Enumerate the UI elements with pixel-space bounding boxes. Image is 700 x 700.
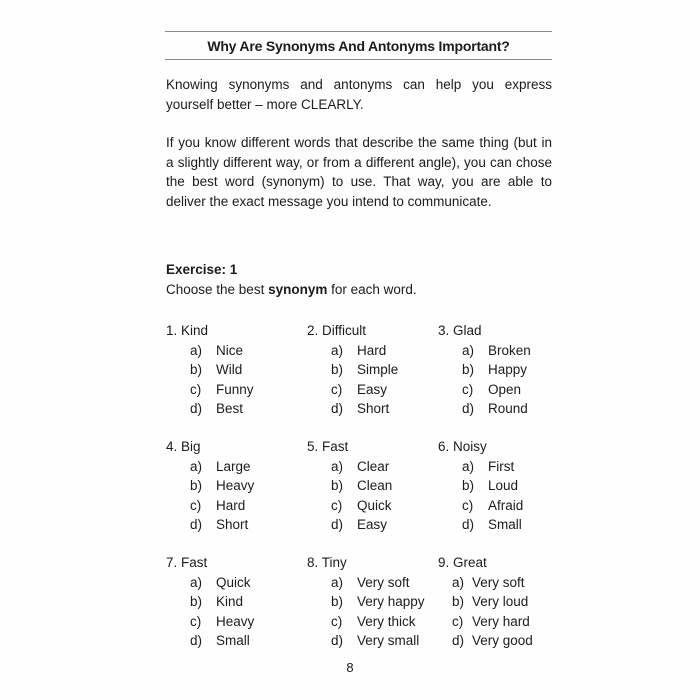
option-word: Broken: [488, 342, 531, 358]
instruction-keyword: synonym: [268, 282, 328, 297]
option-word: Kind: [216, 594, 244, 609]
option: [438, 631, 533, 651]
option: [307, 515, 392, 535]
question-9: [438, 553, 533, 651]
option-letter: c): [462, 381, 474, 397]
option-letter: c): [331, 381, 343, 397]
option-word: Very loud: [472, 594, 529, 609]
option: [438, 399, 531, 419]
option: [166, 573, 254, 593]
option: [307, 573, 425, 593]
option-word: Quick: [216, 574, 251, 590]
option-letter: d): [190, 517, 203, 532]
option-letter: a): [331, 458, 344, 474]
option-word: Small: [216, 633, 250, 648]
option: [438, 515, 523, 535]
option-word: Very small: [357, 633, 420, 648]
option: [166, 515, 254, 535]
option-letter: a): [190, 342, 203, 358]
option-word: Clear: [357, 458, 390, 474]
option-word: Loud: [488, 478, 519, 493]
option-letter: d): [190, 633, 203, 648]
option: [307, 399, 398, 419]
option: [307, 631, 425, 651]
instruction-text-end: for each word.: [327, 282, 417, 297]
question-title: 6. Noisy: [438, 439, 487, 454]
question-4: [166, 437, 254, 535]
question-title: 1. Kind: [166, 323, 209, 338]
option-word: Open: [488, 381, 522, 397]
option: [166, 341, 254, 361]
option: [438, 592, 533, 612]
option: [307, 496, 392, 516]
option-word: Easy: [357, 381, 388, 397]
option: [166, 496, 254, 516]
option: [166, 399, 254, 419]
option-letter: b): [331, 594, 344, 609]
option-word: Hard: [357, 342, 387, 358]
option-word: Short: [216, 517, 249, 532]
option-letter: c): [190, 381, 202, 397]
option: [307, 341, 398, 361]
option: [307, 360, 398, 380]
option-letter: b): [462, 478, 475, 493]
option-letter: a): [190, 574, 203, 590]
option-letter: c): [331, 613, 343, 629]
option-letter: a): [462, 458, 475, 474]
option-letter: b): [190, 362, 203, 377]
option: [307, 592, 425, 612]
question-3: [438, 321, 531, 419]
option-word: Short: [357, 401, 390, 416]
option-word: Hard: [216, 497, 246, 513]
exercise-heading: Exercise: 1: [166, 262, 238, 277]
option: [438, 457, 523, 477]
option-letter: d): [462, 401, 475, 416]
question-1: [166, 321, 254, 419]
option-letter: b): [331, 362, 344, 377]
option: [166, 360, 254, 380]
question-2: [307, 321, 398, 419]
option-word: Very soft: [357, 574, 410, 590]
option-word: Nice: [216, 342, 244, 358]
option: [307, 380, 398, 400]
option: [166, 476, 254, 496]
option-word: First: [488, 458, 515, 474]
option: [307, 612, 425, 632]
option-word: Easy: [357, 517, 388, 532]
question-6: [438, 437, 523, 535]
option-letter: b): [190, 478, 203, 493]
option: [438, 341, 531, 361]
option-letter: b): [462, 362, 475, 377]
option-letter: d): [331, 633, 344, 648]
question-5: [307, 437, 392, 535]
instruction-text-start: Choose the best: [166, 282, 269, 297]
question-8: [307, 553, 425, 651]
option: [307, 476, 392, 496]
question-title: 9. Great: [438, 555, 487, 570]
option-word: Happy: [488, 362, 528, 377]
option-word: Best: [216, 401, 244, 416]
option-letter: c): [331, 497, 343, 513]
option-letter: b): [331, 478, 344, 493]
option-word: Clean: [357, 478, 393, 493]
option-word: Wild: [216, 362, 243, 377]
question-title: 2. Difficult: [307, 323, 367, 338]
explanation-paragraph: If you know different words that describe the same thing (but in a slightly different way, or from a different angle), you can chose the best word (synonym) to use. That way, you are able to deliver the exact message you intend to communicate.: [166, 135, 552, 209]
option-word: Heavy: [216, 478, 255, 493]
option: [438, 360, 531, 380]
option-letter: c): [452, 613, 464, 629]
intro-paragraph: Knowing synonyms and antonyms can help you express yourself better – more CLEARLY.: [166, 77, 552, 112]
question-title: 3. Glad: [438, 323, 482, 338]
option: [166, 631, 254, 651]
question-7: [166, 553, 254, 651]
question-title: 5. Fast: [307, 439, 349, 454]
option-letter: d): [331, 517, 344, 532]
option: [166, 592, 254, 612]
option-word: Funny: [216, 381, 254, 397]
question-title: 8. Tiny: [307, 555, 347, 570]
question-title: 7. Fast: [166, 555, 208, 570]
option-letter: c): [190, 613, 202, 629]
question-title: 4. Big: [166, 439, 201, 454]
option-letter: a): [452, 574, 465, 590]
option-word: Small: [488, 517, 522, 532]
option-word: Simple: [357, 362, 399, 377]
option: [438, 612, 533, 632]
section-heading-bar: [165, 31, 552, 60]
option-word: Afraid: [488, 497, 524, 513]
option-letter: d): [452, 633, 465, 648]
option-letter: a): [190, 458, 203, 474]
option-word: Very hard: [472, 613, 530, 629]
option: [166, 457, 254, 477]
section-heading: Why Are Synonyms And Antonyms Important?: [207, 37, 510, 54]
option: [438, 380, 531, 400]
option-letter: d): [331, 401, 344, 416]
option-letter: c): [462, 497, 474, 513]
option-letter: a): [331, 342, 344, 358]
option-letter: b): [452, 594, 465, 609]
option-letter: a): [462, 342, 475, 358]
option-letter: d): [462, 517, 475, 532]
option-word: Heavy: [216, 613, 255, 629]
option: [438, 496, 523, 516]
option-word: Very thick: [357, 613, 416, 629]
option: [307, 457, 392, 477]
option-letter: d): [190, 401, 203, 416]
option-word: Round: [488, 401, 528, 416]
option-word: Very good: [472, 633, 533, 648]
option: [166, 612, 254, 632]
option-letter: c): [190, 497, 202, 513]
exercise-instruction: [166, 282, 417, 297]
option: [438, 476, 523, 496]
option-word: Very happy: [357, 594, 425, 609]
option-word: Quick: [357, 497, 392, 513]
option-letter: b): [190, 594, 203, 609]
option-letter: a): [331, 574, 344, 590]
option-word: Large: [216, 458, 251, 474]
page-number: 8: [346, 660, 354, 675]
option: [166, 380, 254, 400]
option-word: Very soft: [472, 574, 525, 590]
option: [438, 573, 533, 593]
